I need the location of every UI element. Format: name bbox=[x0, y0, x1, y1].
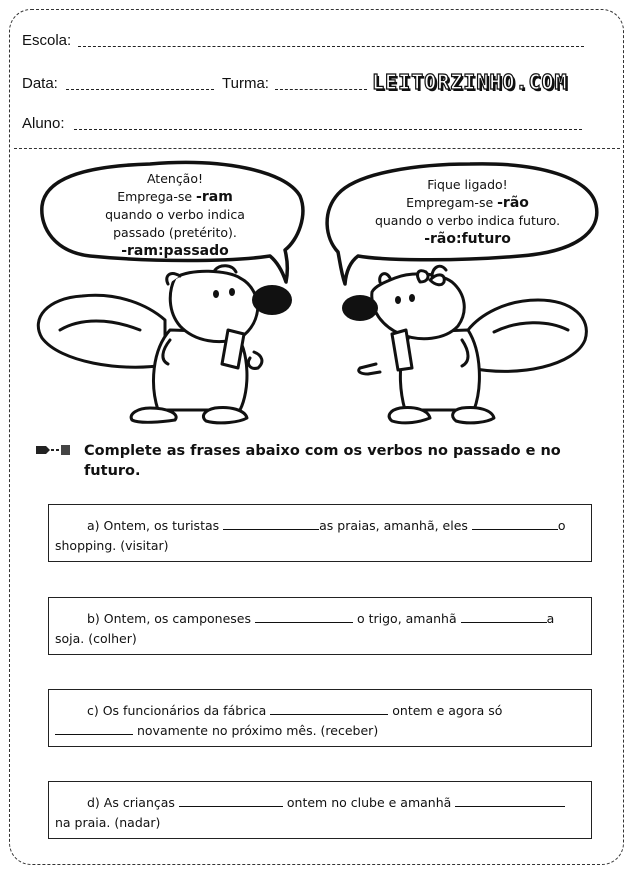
bubble-left-line2-text: Emprega-se bbox=[117, 189, 197, 204]
exercise-d-blank2[interactable] bbox=[455, 793, 565, 807]
exercise-a-line1 bbox=[55, 516, 585, 536]
escola-label: Escola: bbox=[22, 32, 72, 49]
exercise-b-line2: soja. (colher) bbox=[55, 631, 137, 646]
squirrel-left-illustration bbox=[38, 266, 262, 423]
bubble-left-line2 bbox=[60, 188, 290, 206]
bubble-left-line4: passado (pretérito). bbox=[113, 225, 237, 240]
exercise-c-blank2[interactable] bbox=[55, 721, 133, 735]
exercise-b-box bbox=[48, 597, 592, 655]
exercise-b-text2: o trigo, amanhã bbox=[353, 611, 461, 626]
bubble-right-suffix: -rão bbox=[497, 195, 529, 211]
brand-logo: LEITORZINHO.COM bbox=[372, 70, 568, 94]
exercise-a-box bbox=[48, 504, 592, 562]
exercise-d-text1: d) As crianças bbox=[87, 795, 179, 810]
exercise-c-text1: c) Os funcionários da fábrica bbox=[87, 703, 271, 718]
exercise-b-text3: a bbox=[546, 611, 555, 626]
exercise-a-text1: a) Ontem, os turistas bbox=[87, 518, 224, 533]
exercise-a-text3: o bbox=[557, 518, 566, 533]
exercise-c-line2 bbox=[55, 721, 585, 741]
exercise-b-blank2[interactable] bbox=[461, 609, 547, 623]
bubble-right-line3: quando o verbo indica futuro. bbox=[374, 213, 561, 228]
exercise-c-line1 bbox=[55, 701, 585, 721]
bubble-left-suffix: -ram bbox=[196, 189, 233, 205]
exercise-d-line2: na praia. (nadar) bbox=[55, 815, 161, 830]
pencil-icon bbox=[36, 443, 72, 457]
exercise-c-box bbox=[48, 689, 592, 747]
bubble-right-line4: -rão:futuro bbox=[424, 231, 511, 247]
bubble-left-text bbox=[60, 170, 290, 260]
exercise-d-line1 bbox=[55, 793, 585, 813]
exercise-c-blank1[interactable] bbox=[270, 701, 388, 715]
instruction-text: Complete as frases abaixo com os verbos no passado e no futuro. bbox=[84, 443, 561, 479]
bubble-left-line5: -ram:passado bbox=[121, 243, 229, 259]
data-label: Data: bbox=[22, 75, 58, 92]
exercise-d-blank1[interactable] bbox=[179, 793, 283, 807]
exercise-b-blank1[interactable] bbox=[255, 609, 353, 623]
turma-label: Turma: bbox=[222, 75, 269, 92]
bubble-left-line1: Atenção! bbox=[146, 171, 204, 186]
exercise-b-text1: b) Ontem, os camponeses bbox=[87, 611, 255, 626]
bubble-right-text bbox=[350, 176, 585, 248]
exercise-a-blank2[interactable] bbox=[472, 516, 558, 530]
exercise-a-line2: shopping. (visitar) bbox=[55, 538, 169, 553]
exercise-b-line1 bbox=[55, 609, 585, 629]
bubble-left-line3: quando o verbo indica bbox=[105, 207, 245, 222]
exercise-d-text2: ontem no clube e amanhã bbox=[282, 795, 456, 810]
bubble-right-line2-text: Empregam-se bbox=[406, 195, 498, 210]
bubble-right-line2 bbox=[350, 194, 585, 212]
bubble-right-line1: Fique ligado! bbox=[427, 177, 508, 192]
exercise-a-blank1[interactable] bbox=[223, 516, 319, 530]
exercise-a-text2: as praias, amanhã, eles bbox=[319, 518, 472, 533]
squirrel-right-illustration bbox=[359, 266, 587, 423]
exercise-d-box bbox=[48, 781, 592, 839]
exercise-c-text3: novamente no próximo mês. (receber) bbox=[133, 723, 379, 738]
aluno-label: Aluno: bbox=[22, 115, 65, 132]
exercise-c-text2: ontem e agora só bbox=[388, 703, 503, 718]
